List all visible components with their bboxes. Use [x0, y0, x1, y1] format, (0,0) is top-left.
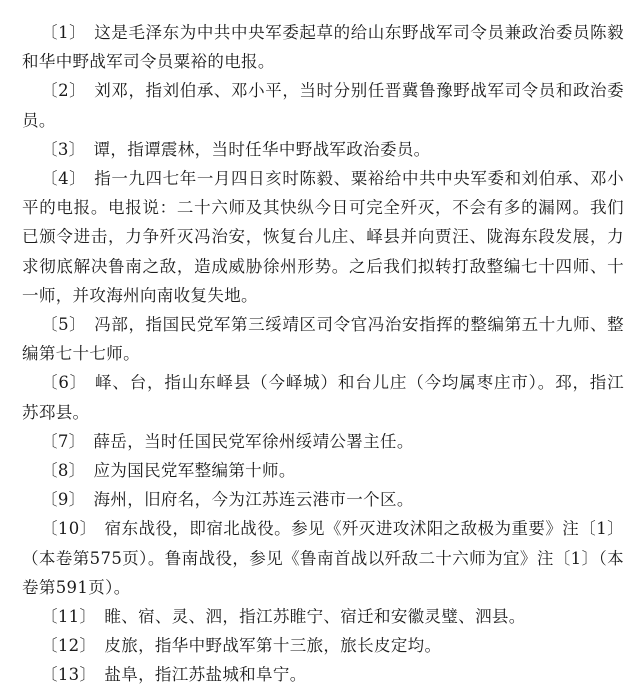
note-11	[22, 602, 624, 631]
note-text: 刘邓，指刘伯承、邓小平，当时分别任晋冀鲁豫野战军司令员和政治委员。	[22, 81, 624, 130]
note-text: 指一九四七年一月四日亥时陈毅、粟裕给中共中央军委和刘伯承、邓小平的电报。电报说：二十六师及其快纵今日可完全歼灭，不会有多的漏网。我们已颁令进击，力争歼灭冯治安，恢复台儿庄、峄县并向贾汪、陇海东段发展，力求彻底解决鲁南之敌，造成威胁徐州形势。之后我们拟转打敌整编七十四师、十一师，并攻海州向南收复失地。	[22, 169, 624, 305]
note-text: 峄、台，指山东峄县（今峄城）和台儿庄（今均属枣庄市）。邳，指江苏邳县。	[22, 373, 624, 422]
note-9	[22, 485, 624, 514]
note-1	[22, 18, 624, 76]
note-number: 〔5〕	[40, 315, 87, 335]
note-number: 〔6〕	[40, 373, 88, 393]
note-number: 〔9〕	[40, 490, 86, 510]
note-7	[22, 427, 624, 456]
note-text: 海州，旧府名，今为江苏连云港市一个区。	[93, 490, 414, 510]
note-12	[22, 631, 624, 660]
note-8	[22, 456, 624, 485]
note-text: 盐阜，指江苏盐城和阜宁。	[104, 665, 307, 685]
note-number: 〔1〕	[40, 23, 87, 42]
note-2	[22, 76, 624, 134]
note-number: 〔10〕	[40, 519, 97, 539]
note-13	[22, 660, 624, 689]
note-number: 〔12〕	[40, 636, 97, 656]
note-text: 睢、宿、灵、泗，指江苏睢宁、宿迁和安徽灵璧、泗县。	[104, 607, 526, 627]
note-6	[22, 368, 624, 426]
note-number: 〔11〕	[40, 607, 97, 627]
note-text: 冯部，指国民党军第三绥靖区司令官冯治安指挥的整编第五十九师、整编第七十七师。	[22, 315, 624, 364]
note-number: 〔8〕	[40, 461, 86, 481]
note-text: 宿东战役，即宿北战役。参见《歼灭进攻沭阳之敌极为重要》注〔1〕（本卷第575页）。鲁南战役，参见《鲁南首战以歼敌二十六师为宜》注〔1〕（本卷第591页）。	[22, 519, 624, 597]
note-3	[22, 135, 624, 164]
note-number: 〔2〕	[40, 81, 87, 101]
note-number: 〔3〕	[40, 139, 86, 159]
note-5	[22, 310, 624, 368]
note-text: 皮旅，指华中野战军第十三旅，旅长皮定均。	[104, 636, 442, 656]
note-text: 薛岳，当时任国民党军徐州绥靖公署主任。	[93, 431, 414, 451]
note-number: 〔13〕	[40, 665, 97, 685]
note-4	[22, 164, 624, 310]
note-number: 〔7〕	[40, 431, 86, 451]
note-text: 这是毛泽东为中共中央军委起草的给山东野战军司令员兼政治委员陈毅和华中野战军司令员粟裕的电报。	[22, 23, 624, 72]
note-number: 〔4〕	[40, 169, 87, 189]
note-10	[22, 514, 624, 602]
note-text: 谭，指谭震林，当时任华中野战军政治委员。	[93, 139, 431, 159]
note-text: 应为国民党军整编第十师。	[93, 461, 296, 481]
